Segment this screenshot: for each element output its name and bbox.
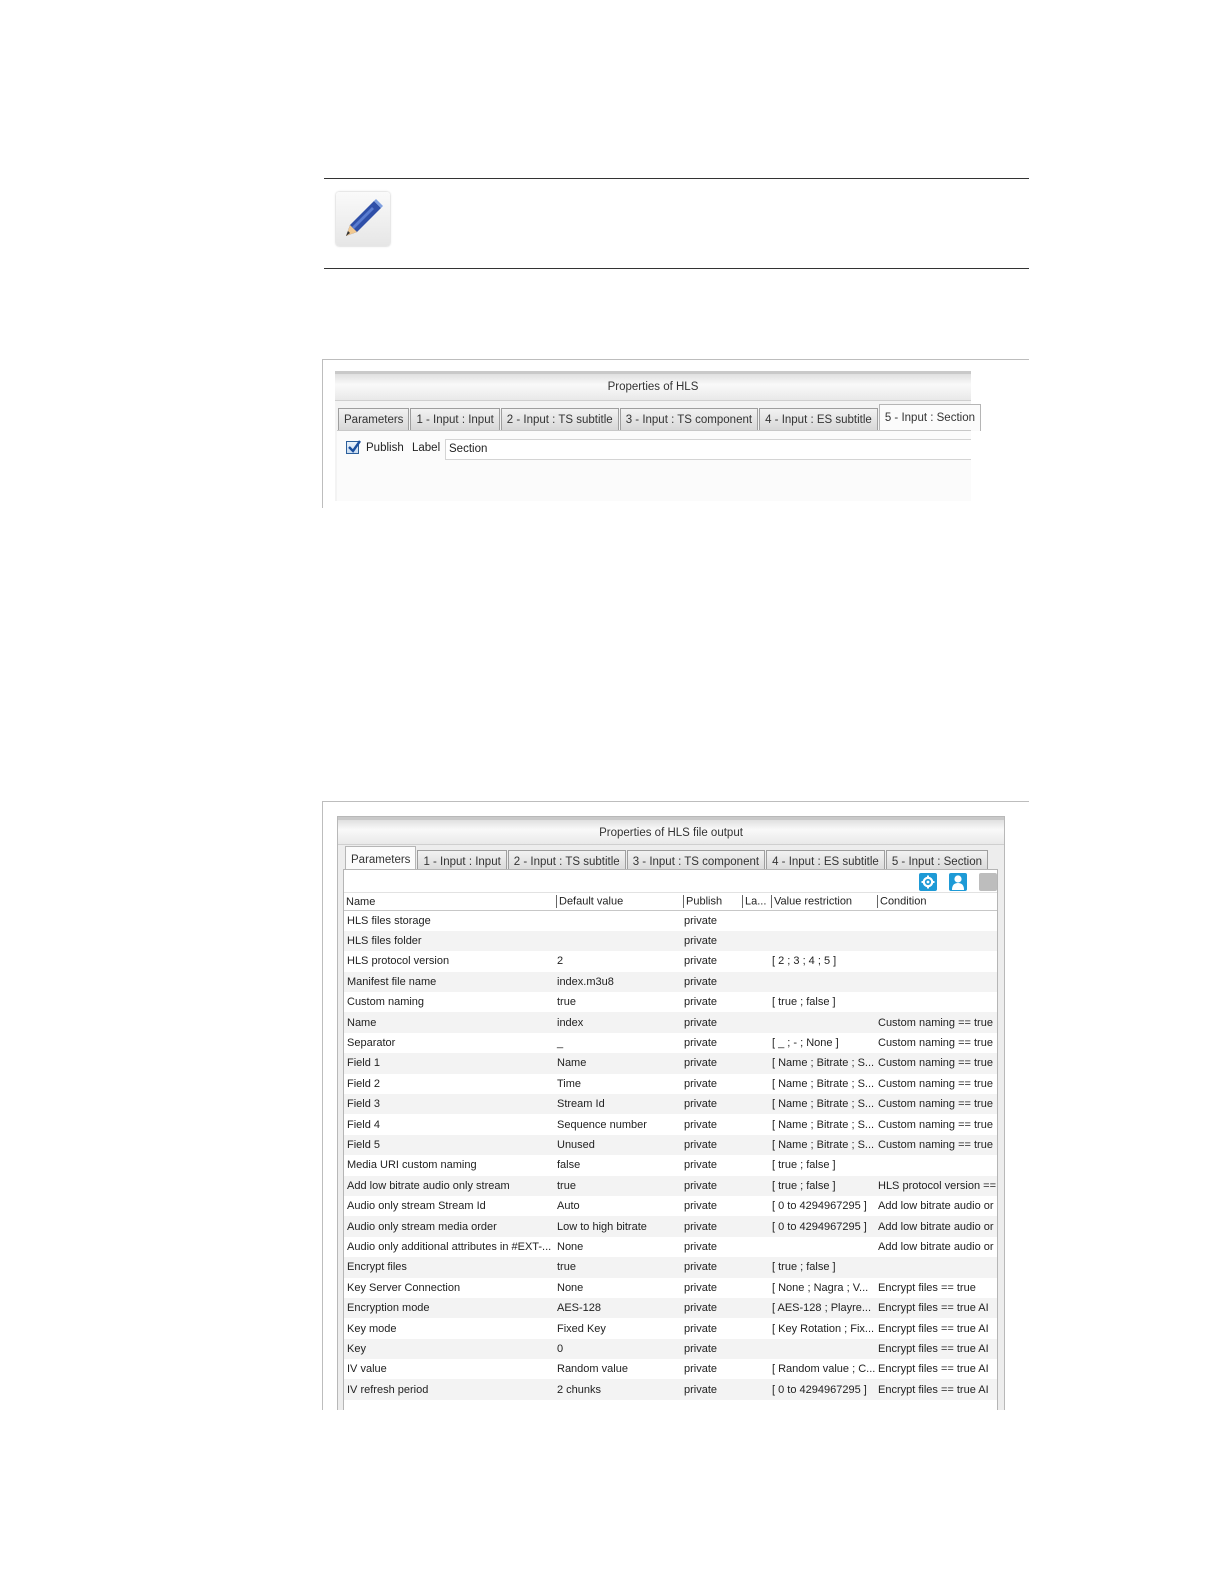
parameters-grid (343, 869, 998, 1410)
cell-condition: Custom naming == true (875, 1094, 997, 1114)
cell-name: Encrypt files (344, 1257, 554, 1277)
table-row[interactable] (344, 1216, 997, 1236)
cell-condition (875, 1257, 997, 1277)
cell-label (740, 1196, 769, 1216)
cell-publish: private (681, 1094, 740, 1114)
table-row[interactable] (344, 992, 997, 1012)
cell-condition: Add low bitrate audio or (878, 1200, 994, 1213)
cell-label (740, 911, 769, 931)
cell-condition: Custom naming == true (875, 1053, 997, 1073)
cell-default-value: None (557, 1240, 584, 1253)
column-header-publish[interactable] (681, 893, 740, 911)
column-label: La... (745, 895, 767, 908)
cell-default-value: Auto (557, 1200, 580, 1213)
tab-section[interactable]: 5 - Input : Section (879, 404, 981, 431)
cell-default-value: true (557, 996, 576, 1009)
table-row[interactable] (344, 1298, 997, 1318)
cell-value-restriction: [ Key Rotation ; Fix... (772, 1322, 875, 1335)
cell-default-value (554, 911, 681, 931)
cell-default-value: true (554, 1257, 681, 1277)
cell-condition (875, 992, 997, 1012)
cell-default-value: index.m3u8 (554, 972, 681, 992)
tab-input-input[interactable]: 1 - Input : Input (410, 408, 499, 431)
table-row[interactable] (344, 1257, 997, 1277)
cell-condition (875, 911, 997, 931)
cell-condition (875, 972, 997, 992)
cell-default-value: Low to high bitrate (554, 1216, 681, 1236)
cell-name: Field 4 (347, 1118, 381, 1131)
cell-name: IV value (347, 1363, 387, 1376)
cell-value-restriction: [ true ; false ] (769, 1176, 875, 1196)
cell-publish: private (684, 1077, 718, 1090)
cell-condition: Encrypt files == true AI (878, 1363, 989, 1376)
tab-parameters[interactable]: Parameters (338, 408, 409, 431)
cell-publish: private (681, 1339, 740, 1359)
table-body (344, 911, 997, 1400)
cell-publish: private (681, 1298, 740, 1318)
table-row[interactable] (344, 951, 997, 971)
cell-condition: Encrypt files == true AI (875, 1339, 997, 1359)
pencil-icon (336, 192, 390, 246)
table-row[interactable] (344, 1135, 997, 1155)
cell-default-value: false (557, 1159, 581, 1172)
cell-condition: Custom naming == true (878, 1118, 993, 1131)
cell-name: Custom naming (347, 996, 425, 1009)
cell-name: Field 5 (344, 1135, 554, 1155)
cell-default-value: Stream Id (554, 1094, 681, 1114)
table-row[interactable] (344, 1359, 997, 1379)
tab-es-subtitle[interactable]: 4 - Input : ES subtitle (759, 408, 878, 431)
gear-icon[interactable] (919, 873, 937, 891)
cell-label (740, 1379, 769, 1399)
cell-default-value: AES-128 (554, 1298, 681, 1318)
cell-name: Name (344, 1012, 554, 1032)
cell-label (740, 1094, 769, 1114)
cell-publish: private (684, 1322, 718, 1335)
cell-publish: private (681, 972, 740, 992)
label-caption: Label (412, 442, 441, 454)
window-title: Properties of HLS file output (338, 817, 1004, 845)
tab-ts-component[interactable]: 3 - Input : TS component (620, 408, 758, 431)
tab-input-input[interactable]: 1 - Input : Input (417, 850, 506, 873)
cell-value-restriction: [ true ; false ] (769, 1257, 875, 1277)
cell-condition: Custom naming == true (878, 1037, 993, 1050)
column-header-default-value[interactable] (554, 893, 681, 911)
cell-label (740, 1278, 769, 1298)
cell-default-value: 0 (554, 1339, 681, 1359)
cell-name: Separator (347, 1037, 396, 1050)
cell-publish: private (681, 1379, 740, 1399)
cell-value-restriction: [ 2 ; 3 ; 4 ; 5 ] (772, 955, 837, 968)
cell-label (740, 951, 769, 971)
cell-label (740, 992, 769, 1012)
column-header-condition[interactable] (875, 893, 997, 911)
cell-value-restriction: [ Name ; Bitrate ; S... (772, 1077, 875, 1090)
cell-publish: private (684, 996, 718, 1009)
tab-ts-component[interactable]: 3 - Input : TS component (627, 850, 765, 873)
cell-name: Encryption mode (344, 1298, 554, 1318)
cell-label (740, 1257, 769, 1277)
table-row[interactable] (344, 972, 997, 992)
column-header-label[interactable] (740, 893, 769, 911)
cell-publish: private (684, 1281, 718, 1294)
cell-publish: private (681, 1216, 740, 1236)
cell-name: Audio only stream media order (344, 1216, 554, 1236)
cell-publish: private (684, 1200, 718, 1213)
cell-label (740, 1176, 769, 1196)
table-row[interactable] (344, 1379, 997, 1399)
cell-condition (875, 931, 997, 951)
table-row[interactable] (344, 931, 997, 951)
cell-value-restriction: [ 0 to 4294967295 ] (772, 1200, 867, 1213)
tab-bar (338, 404, 982, 431)
column-header-name[interactable]: Name (344, 893, 554, 911)
cell-label (740, 1155, 769, 1175)
tab-es-subtitle[interactable]: 4 - Input : ES subtitle (766, 850, 885, 873)
cell-name: Field 2 (347, 1077, 381, 1090)
cell-publish: private (684, 914, 718, 927)
cell-name: Key (344, 1339, 554, 1359)
cell-label (740, 1216, 769, 1236)
hls-properties-window (335, 371, 975, 501)
cell-name: Audio only additional attributes in #EXT-... (347, 1240, 552, 1253)
cell-label (740, 1074, 769, 1094)
tab-content (337, 430, 971, 501)
disabled-icon (979, 873, 997, 891)
cell-value-restriction (769, 972, 875, 992)
cell-value-restriction: [ AES-128 ; Playre... (769, 1298, 875, 1318)
table-row[interactable] (344, 1278, 997, 1298)
column-label: Default value (559, 895, 624, 908)
cell-publish: private (681, 1257, 740, 1277)
cell-name: HLS files folder (344, 931, 554, 951)
table-row[interactable] (344, 1033, 997, 1053)
parameters-table (344, 892, 997, 1400)
cell-value-restriction: [ Name ; Bitrate ; S... (769, 1135, 875, 1155)
cell-value-restriction: [ 0 to 4294967295 ] (769, 1216, 875, 1236)
cell-default-value: None (557, 1281, 584, 1294)
cell-default-value: Unused (554, 1135, 681, 1155)
cell-default-value: Sequence number (557, 1118, 647, 1131)
note-top-rule (324, 178, 1029, 179)
table-header (344, 893, 997, 911)
cell-publish: private (684, 1118, 718, 1131)
note-bottom-rule (324, 268, 1029, 269)
cell-value-restriction: [ Name ; Bitrate ; S... (769, 1053, 875, 1073)
cell-value-restriction (769, 1012, 875, 1032)
cell-value-restriction (769, 1339, 875, 1359)
column-label: Condition (880, 895, 927, 908)
cell-condition: HLS protocol version == (875, 1176, 997, 1196)
cell-value-restriction: [ Name ; Bitrate ; S... (769, 1094, 875, 1114)
cell-label (740, 1053, 769, 1073)
tab-ts-subtitle[interactable]: 2 - Input : TS subtitle (501, 408, 619, 431)
hls-file-output-window (337, 816, 1005, 1410)
cell-default-value: Random value (557, 1363, 628, 1376)
publish-label: Publish (366, 442, 404, 454)
cell-condition: Encrypt files == true AI (875, 1298, 997, 1318)
cell-name: Field 3 (344, 1094, 554, 1114)
cell-publish: private (681, 1176, 740, 1196)
cell-value-restriction: [ 0 to 4294967295 ] (769, 1379, 875, 1399)
publish-checkbox[interactable] (346, 441, 359, 454)
cell-name: Key Server Connection (347, 1281, 461, 1294)
cell-condition: Custom naming == true (875, 1135, 997, 1155)
cell-default-value: 2 (557, 955, 564, 968)
column-label: Value restriction (774, 895, 853, 908)
cell-default-value (554, 931, 681, 951)
cell-name: Add low bitrate audio only stream (344, 1176, 554, 1196)
cell-name: HLS protocol version (347, 955, 450, 968)
cell-condition: Encrypt files == true AI (875, 1379, 997, 1399)
cell-condition: Add low bitrate audio or (878, 1240, 994, 1253)
cell-value-restriction (769, 1237, 875, 1257)
cell-name: HLS files storage (347, 914, 431, 927)
cell-publish: private (684, 1240, 718, 1253)
cell-value-restriction: [ Random value ; C... (772, 1363, 875, 1376)
cell-value-restriction: [ None ; Nagra ; V... (772, 1281, 869, 1294)
cell-name: IV refresh period (344, 1379, 554, 1399)
cell-condition: Encrypt files == true (878, 1281, 976, 1294)
grid-toolbar (919, 872, 997, 892)
cell-publish: private (684, 1159, 718, 1172)
cell-label (740, 1359, 769, 1379)
cell-name: Audio only stream Stream Id (347, 1200, 486, 1213)
cell-label (740, 1135, 769, 1155)
cell-condition: Custom naming == true (875, 1012, 997, 1032)
cell-label (740, 931, 769, 951)
cell-value-restriction: [ _ ; - ; None ] (772, 1037, 839, 1050)
cell-condition (875, 1155, 997, 1175)
tab-parameters[interactable]: Parameters (345, 846, 416, 873)
table-row[interactable] (344, 1237, 997, 1257)
cell-publish: private (684, 1363, 718, 1376)
column-label: Publish (686, 895, 723, 908)
cell-name: Field 1 (344, 1053, 554, 1073)
table-row[interactable] (344, 1318, 997, 1338)
user-icon[interactable] (949, 873, 967, 891)
cell-label (740, 1012, 769, 1032)
cell-publish: private (684, 955, 718, 968)
table-row[interactable] (344, 1074, 997, 1094)
cell-value-restriction: [ true ; false ] (772, 1159, 836, 1172)
cell-publish: private (681, 1053, 740, 1073)
cell-publish: private (681, 931, 740, 951)
table-row[interactable] (344, 911, 997, 931)
cell-label (740, 972, 769, 992)
cell-value-restriction: [ Name ; Bitrate ; S... (772, 1118, 875, 1131)
cell-publish: private (681, 1012, 740, 1032)
cell-publish: private (684, 1037, 718, 1050)
cell-default-value: 2 chunks (554, 1379, 681, 1399)
cell-condition: Add low bitrate audio or (875, 1216, 997, 1236)
cell-default-value: true (554, 1176, 681, 1196)
tab-ts-subtitle[interactable]: 2 - Input : TS subtitle (508, 850, 626, 873)
cell-label (740, 1298, 769, 1318)
cell-default-value: _ (557, 1037, 564, 1050)
table-row[interactable] (344, 1176, 997, 1196)
table-row[interactable] (344, 1155, 997, 1175)
table-row[interactable] (344, 1094, 997, 1114)
table-row[interactable] (344, 1012, 997, 1032)
table-row[interactable] (344, 1053, 997, 1073)
cell-default-value: Fixed Key (557, 1322, 606, 1335)
cell-name: Media URI custom naming (347, 1159, 477, 1172)
cell-label (740, 1237, 769, 1257)
cell-label (740, 1318, 769, 1338)
cell-value-restriction (769, 931, 875, 951)
tab-section[interactable]: 5 - Input : Section (886, 850, 988, 873)
table-row[interactable] (344, 1114, 997, 1134)
table-row[interactable] (344, 1196, 997, 1216)
cell-condition: Encrypt files == true AI (878, 1322, 989, 1335)
cell-value-restriction: [ true ; false ] (772, 996, 836, 1009)
cell-default-value: Name (554, 1053, 681, 1073)
cell-default-value: Time (557, 1077, 582, 1090)
cell-name: Key mode (347, 1322, 397, 1335)
label-input[interactable]: Section (445, 439, 971, 460)
cell-label (740, 1033, 769, 1053)
cell-value-restriction (769, 911, 875, 931)
cell-condition (875, 951, 997, 971)
window-title: Properties of HLS (335, 371, 971, 401)
column-header-value-restriction[interactable] (769, 893, 875, 911)
cell-name: Manifest file name (344, 972, 554, 992)
table-row[interactable] (344, 1339, 997, 1359)
cell-label (740, 1339, 769, 1359)
cell-publish: private (681, 1135, 740, 1155)
cell-label (740, 1114, 769, 1134)
cell-condition: Custom naming == true (878, 1077, 993, 1090)
cell-default-value: index (554, 1012, 681, 1032)
